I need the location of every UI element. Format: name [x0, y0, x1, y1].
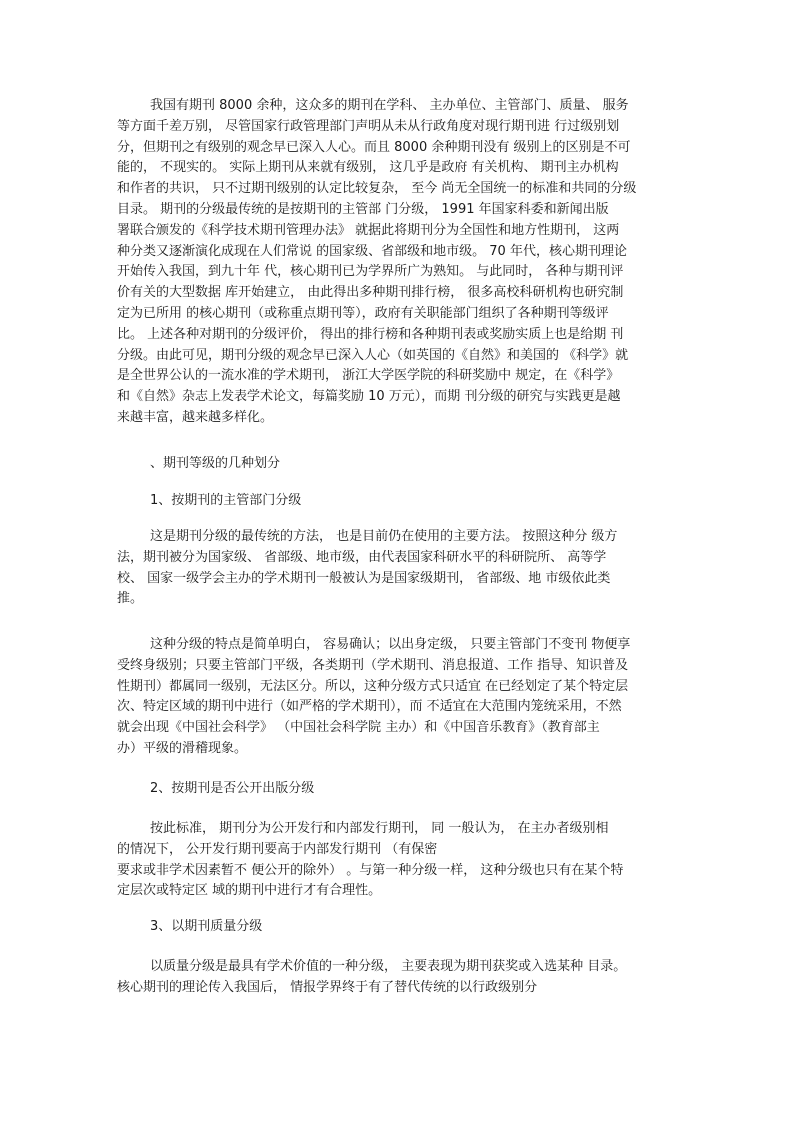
p4-line: 核心期刊的理论传入我国后， 情报学界终于有了替代传统的以行政级别分 — [117, 979, 538, 995]
intro-line: 等方面千差万别， 尽管国家行政管理部门声明从未从行政角度对现行期刊进 行过级别划 — [117, 118, 620, 134]
p2-line: 次、特定区域的期刊中进行（如严格的学术期刊），而 不适宜在大范围内笼统采用，不然 — [117, 699, 622, 715]
intro-line: 分，但期刊之有级别的观念早已深入人心。而且 8000 余种期刊没有 级别上的区别是不可 — [117, 139, 631, 155]
intro-line: 是全世界公认的一流水准的学术期刊， 浙江大学医学院的科研奖励中 规定，在《科学》 — [117, 368, 620, 384]
intro-line: 和作者的共识， 只不过期刊级别的认定比较复杂， 至今 尚无全国统一的标准和共同的分级 — [117, 181, 637, 197]
p3-line: 定层次或特定区 域的期刊中进行才有合理性。 — [117, 883, 382, 899]
p3-line: 按此标准， 期刊分为公开发行和内部发行期刊， 同 一般认为， 在主办者级别相 — [150, 821, 609, 836]
p3-line: 的情况下， 公开发行期刊要高于内部发行期刊 （有保密 — [117, 841, 438, 857]
p1-line: 法，期刊被分为国家级、 省部级、地市级，由代表国家科研水平的科研院所、 高等学 — [117, 549, 607, 565]
p2-line: 就会出现《中国社会科学》 （中国社会科学院 主办）和《中国音乐教育》（教育部主 — [117, 720, 600, 736]
intro-line: 价有关的大型数据 库开始建立， 由此得出多种期刊排行榜， 很多高校科研机构也研究制 — [117, 285, 624, 301]
section-title: 、期刊等级的几种划分 — [150, 456, 281, 471]
intro-line: 开始传入我国，到九十年 代，核心期刊已为学界所广为熟知。 与此同时， 各种与期刊评 — [117, 264, 624, 280]
intro-line: 能的， 不现实的。 实际上期刊从来就有级别， 这几乎是政府 有关机构、 期刊主办机构 — [117, 160, 619, 176]
intro-line: 和《自然》杂志上发表学术论文，每篇奖励 10 万元），而期 刊分级的研究与实践更是越 — [117, 389, 621, 405]
intro-line: 我国有期刊 8000 余种，这众多的期刊在学科、 主办单位、主管部门、质量、 服务 — [150, 98, 629, 113]
p1-line: 这是期刊分级的最传统的方法， 也是目前仍在使用的主要方法。 按照这种分 级方 — [150, 529, 618, 544]
p3-line: 要求或非学术因素暂不 便公开的除外） 。与第一种分级一样， 这种分级也只有在某个特 — [117, 862, 624, 878]
intro-line: 署联合颁发的《科学技术期刊管理办法》 就据此将期刊分为全国性和地方性期刊， 这两 — [117, 222, 620, 238]
intro-line: 种分类又逐渐演化成现在人们常说 的国家级、省部级和地市级。 70 年代，核心期刊理论 — [117, 243, 627, 259]
p2-line: 这种分级的特点是简单明白， 容易确认；以出身定级， 只要主管部门不变刊 物便享 — [150, 637, 631, 652]
heading-2: 2、按期刊是否公开出版分级 — [150, 781, 315, 796]
intro-line: 定为已所用 的核心期刊（或称重点期刊等），政府有关职能部门组织了各种期刊等级评 — [117, 306, 609, 321]
intro-line: 分级。由此可见，期刊分级的观念早已深入人心（如英国的《自然》和美国的 《科学》就 — [117, 347, 629, 363]
heading-1: 1、按期刊的主管部门分级 — [150, 493, 302, 508]
p2-line: 办）平级的滑稽现象。 — [117, 741, 248, 756]
p4-line: 以质量分级是最具有学术价值的一种分级， 主要表现为期刊获奖或入选某种 目录。 — [150, 959, 627, 974]
p1-line: 校、 国家一级学会主办的学术期刊一般被认为是国家级期刊， 省部级、地 市级依此类 — [117, 570, 611, 586]
intro-line: 目录。 期刊的分级最传统的是按期刊的主管部 门分级， 1991 年国家科委和新闻出版 — [117, 202, 609, 217]
p1-line: 推。 — [117, 591, 144, 607]
intro-line: 来越丰富，越来越多样化。 — [117, 410, 274, 425]
intro-line: 比。 上述各种对期刊的分级评价， 得出的排行榜和各种期刊表或奖励实质上也是给期 刊 — [117, 326, 624, 342]
heading-3: 3、以期刊质量分级 — [150, 919, 263, 934]
p2-line: 性期刊）都属同一级别，无法区分。所以，这种分级方式只适宜 在已经划定了某个特定层 — [117, 678, 629, 694]
p2-line: 受终身级别；只要主管部门平级，各类期刊（学术期刊、消息报道、工作 指导、知识普及 — [117, 657, 629, 673]
